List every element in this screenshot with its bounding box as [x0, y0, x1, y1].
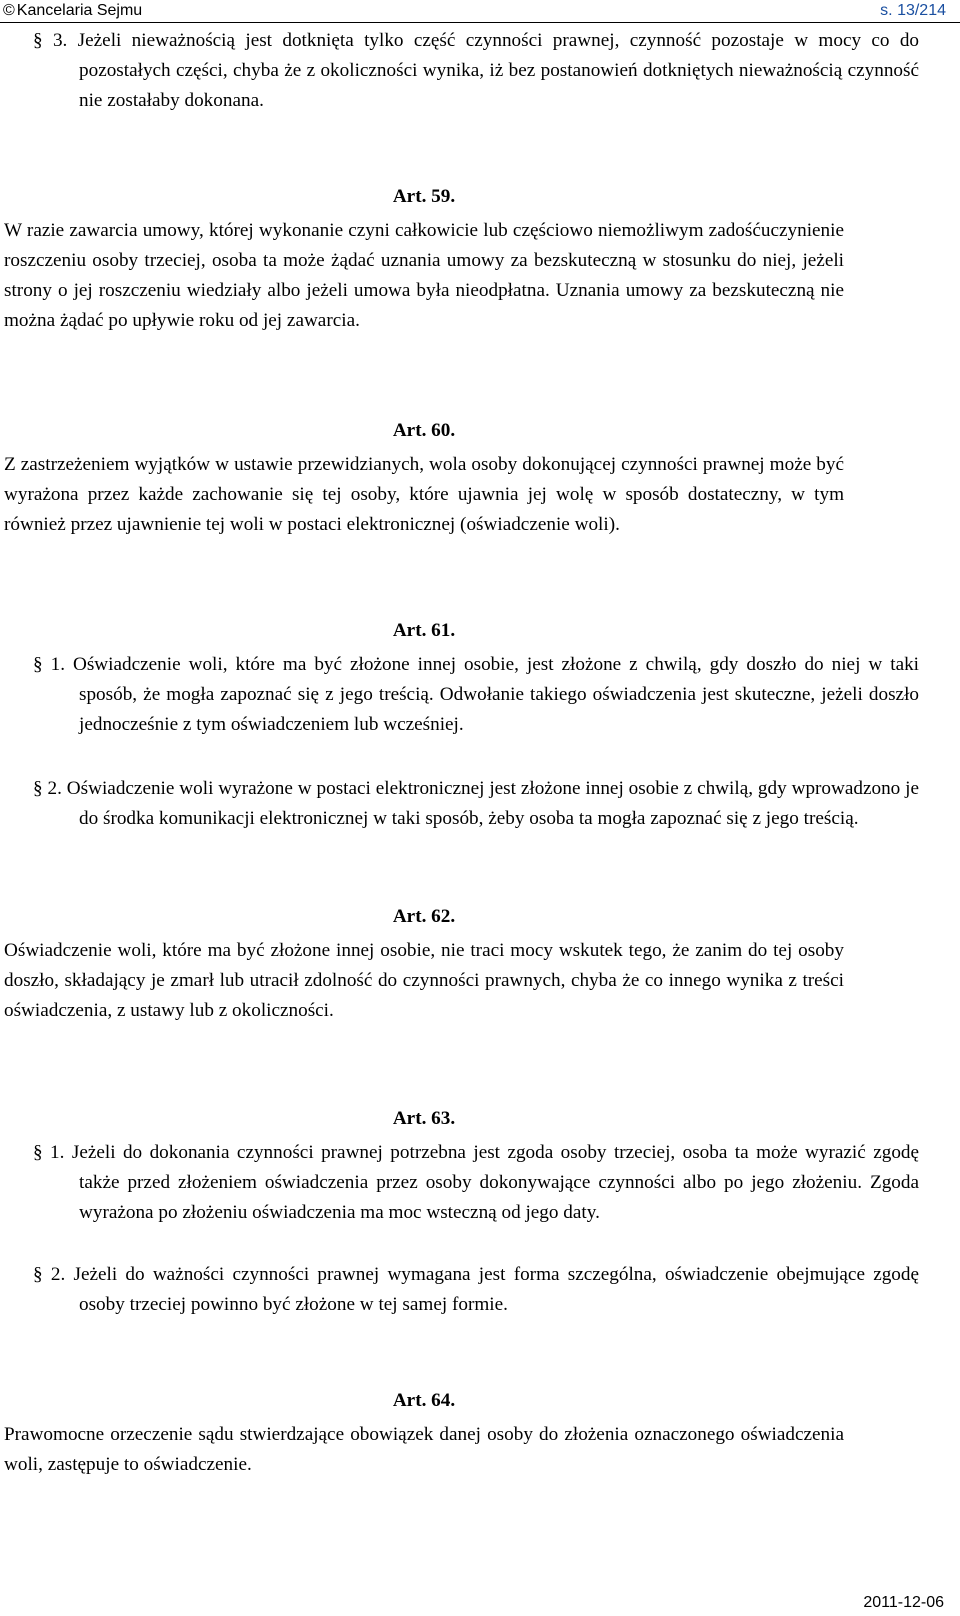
article-63-section-1-text: Jeżeli do dokonania czynności prawnej potrzebna jest zgoda osoby trzeciej, osoba ta może wyrazić zgodę także przed złożeniem oświadczenia przez osoby dokonywające czynności albo po jego złożeniu. Zgoda wyrażona po złożeniu oświadczenia ma moc wsteczną od jego daty.: [71, 1142, 920, 1223]
article-59-title: Art. 59.: [392, 186, 456, 207]
section-marker: § 1.: [33, 1142, 65, 1163]
document-date: 2011-12-06: [863, 1594, 944, 1611]
article-62-title: Art. 62.: [392, 906, 456, 927]
article-64-title: Art. 64.: [392, 1390, 456, 1411]
page-header: [3, 0, 946, 22]
section-marker: § 2.: [33, 778, 62, 799]
section-marker: § 2.: [33, 1264, 66, 1285]
article-61-section-1-text: Oświadczenie woli, które ma być złożone innej osobie, jest złożone z chwilą, gdy doszło do niej w taki sposób, że mogła zapoznać się z jego treścią. Odwołanie takiego oświadczenia jest skuteczne, jeżeli doszło jednocześnie z tym oświadczeniem lub wcześniej.: [72, 654, 920, 735]
header-divider: [0, 22, 960, 23]
publisher-name: Kancelaria Sejmu: [16, 2, 143, 19]
article-64-text: Prawomocne orzeczenie sądu stwierdzające obowiązek danej osoby do złożenia oznaczonego oświadczenia woli, zastępuje to oświadczenie.: [4, 1424, 844, 1475]
article-63-section-2: [4, 1260, 919, 1320]
article-63-title: Art. 63.: [392, 1108, 456, 1129]
copyright-symbol: ©: [3, 2, 15, 19]
article-61-section-2-text: Oświadczenie woli wyrażone w postaci elektronicznej jest złożone innej osobie z chwilą, gdy wprowadzono je do środka komunikacji elektronicznej w taki sposób, żeby osoba ta mogła zapoznać się z jego treścią.: [66, 778, 920, 829]
article-59-text: W razie zawarcia umowy, której wykonanie czyni całkowicie lub częściowo niemożliwym zadośćuczynienie roszczeniu osoby trzeciej, osoba ta może żądać uznania umowy za bezskuteczną w stosunku do niej, jeżeli strony o jej roszczeniu wiedziały albo jeżeli umowa była nieodpłatna. Uznania umowy za bezskuteczną nie można żądać po upływie roku od jej zawarcia.: [4, 220, 844, 331]
article-62-text: Oświadczenie woli, które ma być złożone innej osobie, nie traci mocy wskutek tego, że zanim do tej osoby doszło, składający je zmarł lub utracił zdolność do czynności prawnych, chyba że co innego wynika z treści oświadczenia, z ustawy lub z okoliczności.: [4, 940, 844, 1021]
article-63-section-1: [4, 1138, 919, 1228]
page-number[interactable]: s. 13/214: [880, 2, 946, 19]
paragraph-3-marker: § 3.: [33, 30, 68, 51]
section-marker: § 1.: [33, 654, 65, 675]
article-63-section-2-text: Jeżeli do ważności czynności prawnej wymagana jest forma szczególna, oświadczenie obejmujące zgodę osoby trzeciej powinno być złożone w tej samej formie.: [73, 1264, 920, 1315]
article-60-text: Z zastrzeżeniem wyjątków w ustawie przewidzianych, wola osoby dokonującej czynności prawnej może być wyrażona przez każde zachowanie się tej osoby, które ujawnia jej wolę w sposób dostateczny, w tym również przez ujawnienie tej woli w postaci elektronicznej (oświadczenie woli).: [4, 454, 844, 535]
article-61-section-1: [4, 650, 919, 740]
paragraph-3-text: Jeżeli nieważnością jest dotknięta tylko część czynności prawnej, czynność pozostaje w mocy co do pozostałych części, chyba że z okoliczności wynika, iż bez postanowień dotkniętych nieważnością czynność nie zostałaby dokonana.: [77, 30, 920, 111]
article-61-section-2: [4, 774, 919, 834]
publisher-label: [3, 0, 142, 22]
paragraph-3: [4, 26, 919, 116]
article-61-title: Art. 61.: [392, 620, 456, 641]
article-60-title: Art. 60.: [392, 420, 456, 441]
